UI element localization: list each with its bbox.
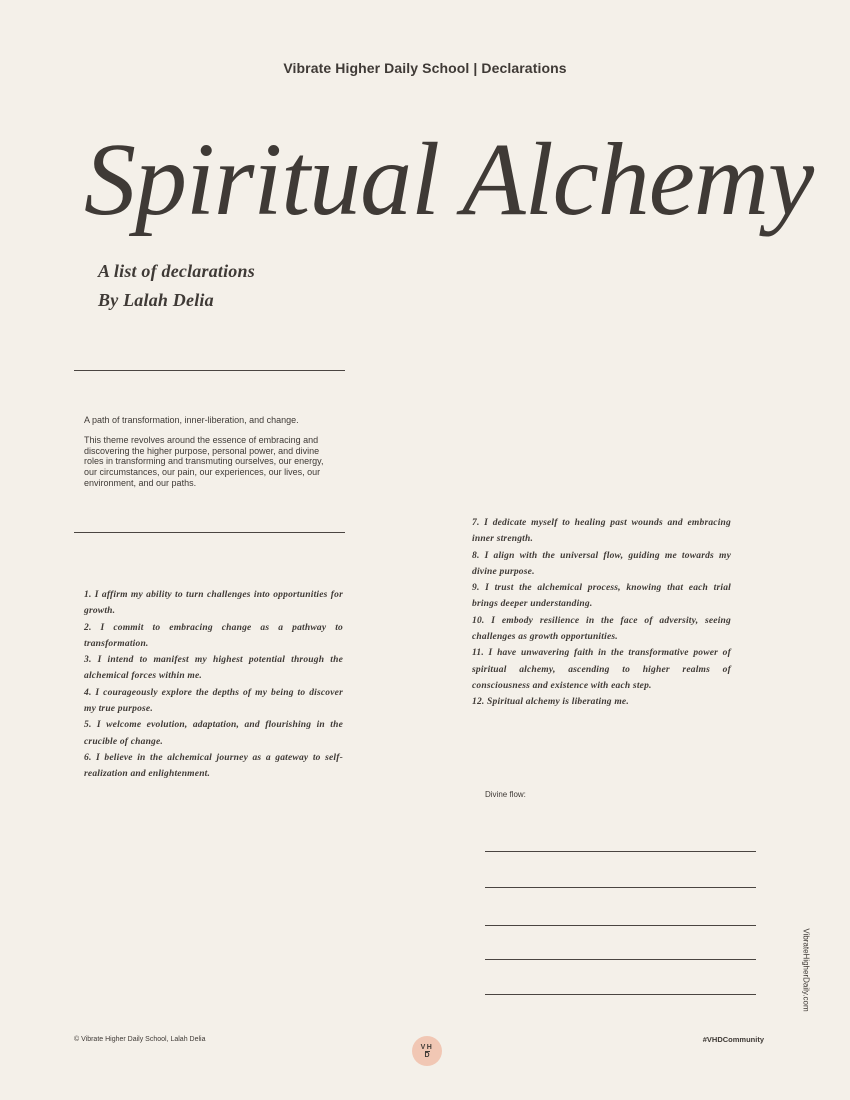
declaration-item: 5. I welcome evolution, adaptation, and flourishing in the crucible of change. xyxy=(84,720,343,747)
divider-middle xyxy=(74,532,345,533)
declaration-item: 8. I align with the universal flow, guiding me towards my divine purpose. xyxy=(472,550,731,577)
writing-line xyxy=(485,887,756,888)
intro-tagline: A path of transformation, inner-liberation, and change. xyxy=(84,415,299,425)
declarations-list-right xyxy=(472,515,731,711)
intro-section xyxy=(84,415,336,498)
website-vertical-text: VibrateHigherDaily.com xyxy=(801,928,811,1012)
page-header: Vibrate Higher Daily School | Declarations xyxy=(283,60,567,76)
logo-text-top: VH xyxy=(420,1043,434,1051)
declaration-item: 4. I courageously explore the depths of my being to discover my true purpose. xyxy=(84,687,343,715)
declaration-item: 9. I trust the alchemical process, knowing that each trial brings deeper understanding. xyxy=(472,583,731,610)
footer-copyright: © Vibrate Higher Daily School, Lalah Delia xyxy=(74,1036,206,1043)
declarations-list-left xyxy=(84,587,343,783)
logo-text-bottom: D xyxy=(424,1051,430,1059)
declaration-item: 11. I have unwavering faith in the transformative power of spiritual alchemy, ascending to higher realms of consciousness and existence with each step. xyxy=(472,648,731,691)
intro-description: This theme revolves around the essence of embracing and discovering the higher purpose, personal power, and divine roles in transforming and transmuting ourselves, our energy, our circumstances, our pain, our experiences, our lives, our environment, and our paths. xyxy=(84,434,324,488)
declaration-item: 1. I affirm my ability to turn challenges into opportunities for growth. xyxy=(84,590,343,617)
declaration-item: 6. I believe in the alchemical journey as a gateway to self-realization and enlightenment. xyxy=(84,752,343,780)
declaration-item: 2. I commit to embracing change as a pathway to transformation. xyxy=(84,622,343,649)
subtitle-line-1: A list of declarations xyxy=(98,261,255,281)
writing-line xyxy=(485,994,756,995)
divider-top xyxy=(74,370,345,371)
subtitle-author: By Lalah Delia xyxy=(98,290,214,310)
writing-line xyxy=(485,925,756,926)
declaration-item: 12. Spiritual alchemy is liberating me. xyxy=(472,697,629,708)
divine-flow-label: Divine flow: xyxy=(485,790,526,799)
vhd-logo-badge xyxy=(412,1036,442,1066)
declaration-item: 7. I dedicate myself to healing past wounds and embracing inner strength. xyxy=(472,518,731,545)
writing-line xyxy=(485,959,756,960)
declaration-item: 3. I intend to manifest my highest potential through the alchemical forces within me. xyxy=(84,655,343,682)
footer-hashtag: #VHDCommunity xyxy=(702,1035,764,1044)
writing-line xyxy=(485,851,756,852)
declaration-item: 10. I embody resilience in the face of adversity, seeing challenges as growth opportunities. xyxy=(472,615,731,643)
page-title: Spiritual Alchemy xyxy=(84,122,814,237)
